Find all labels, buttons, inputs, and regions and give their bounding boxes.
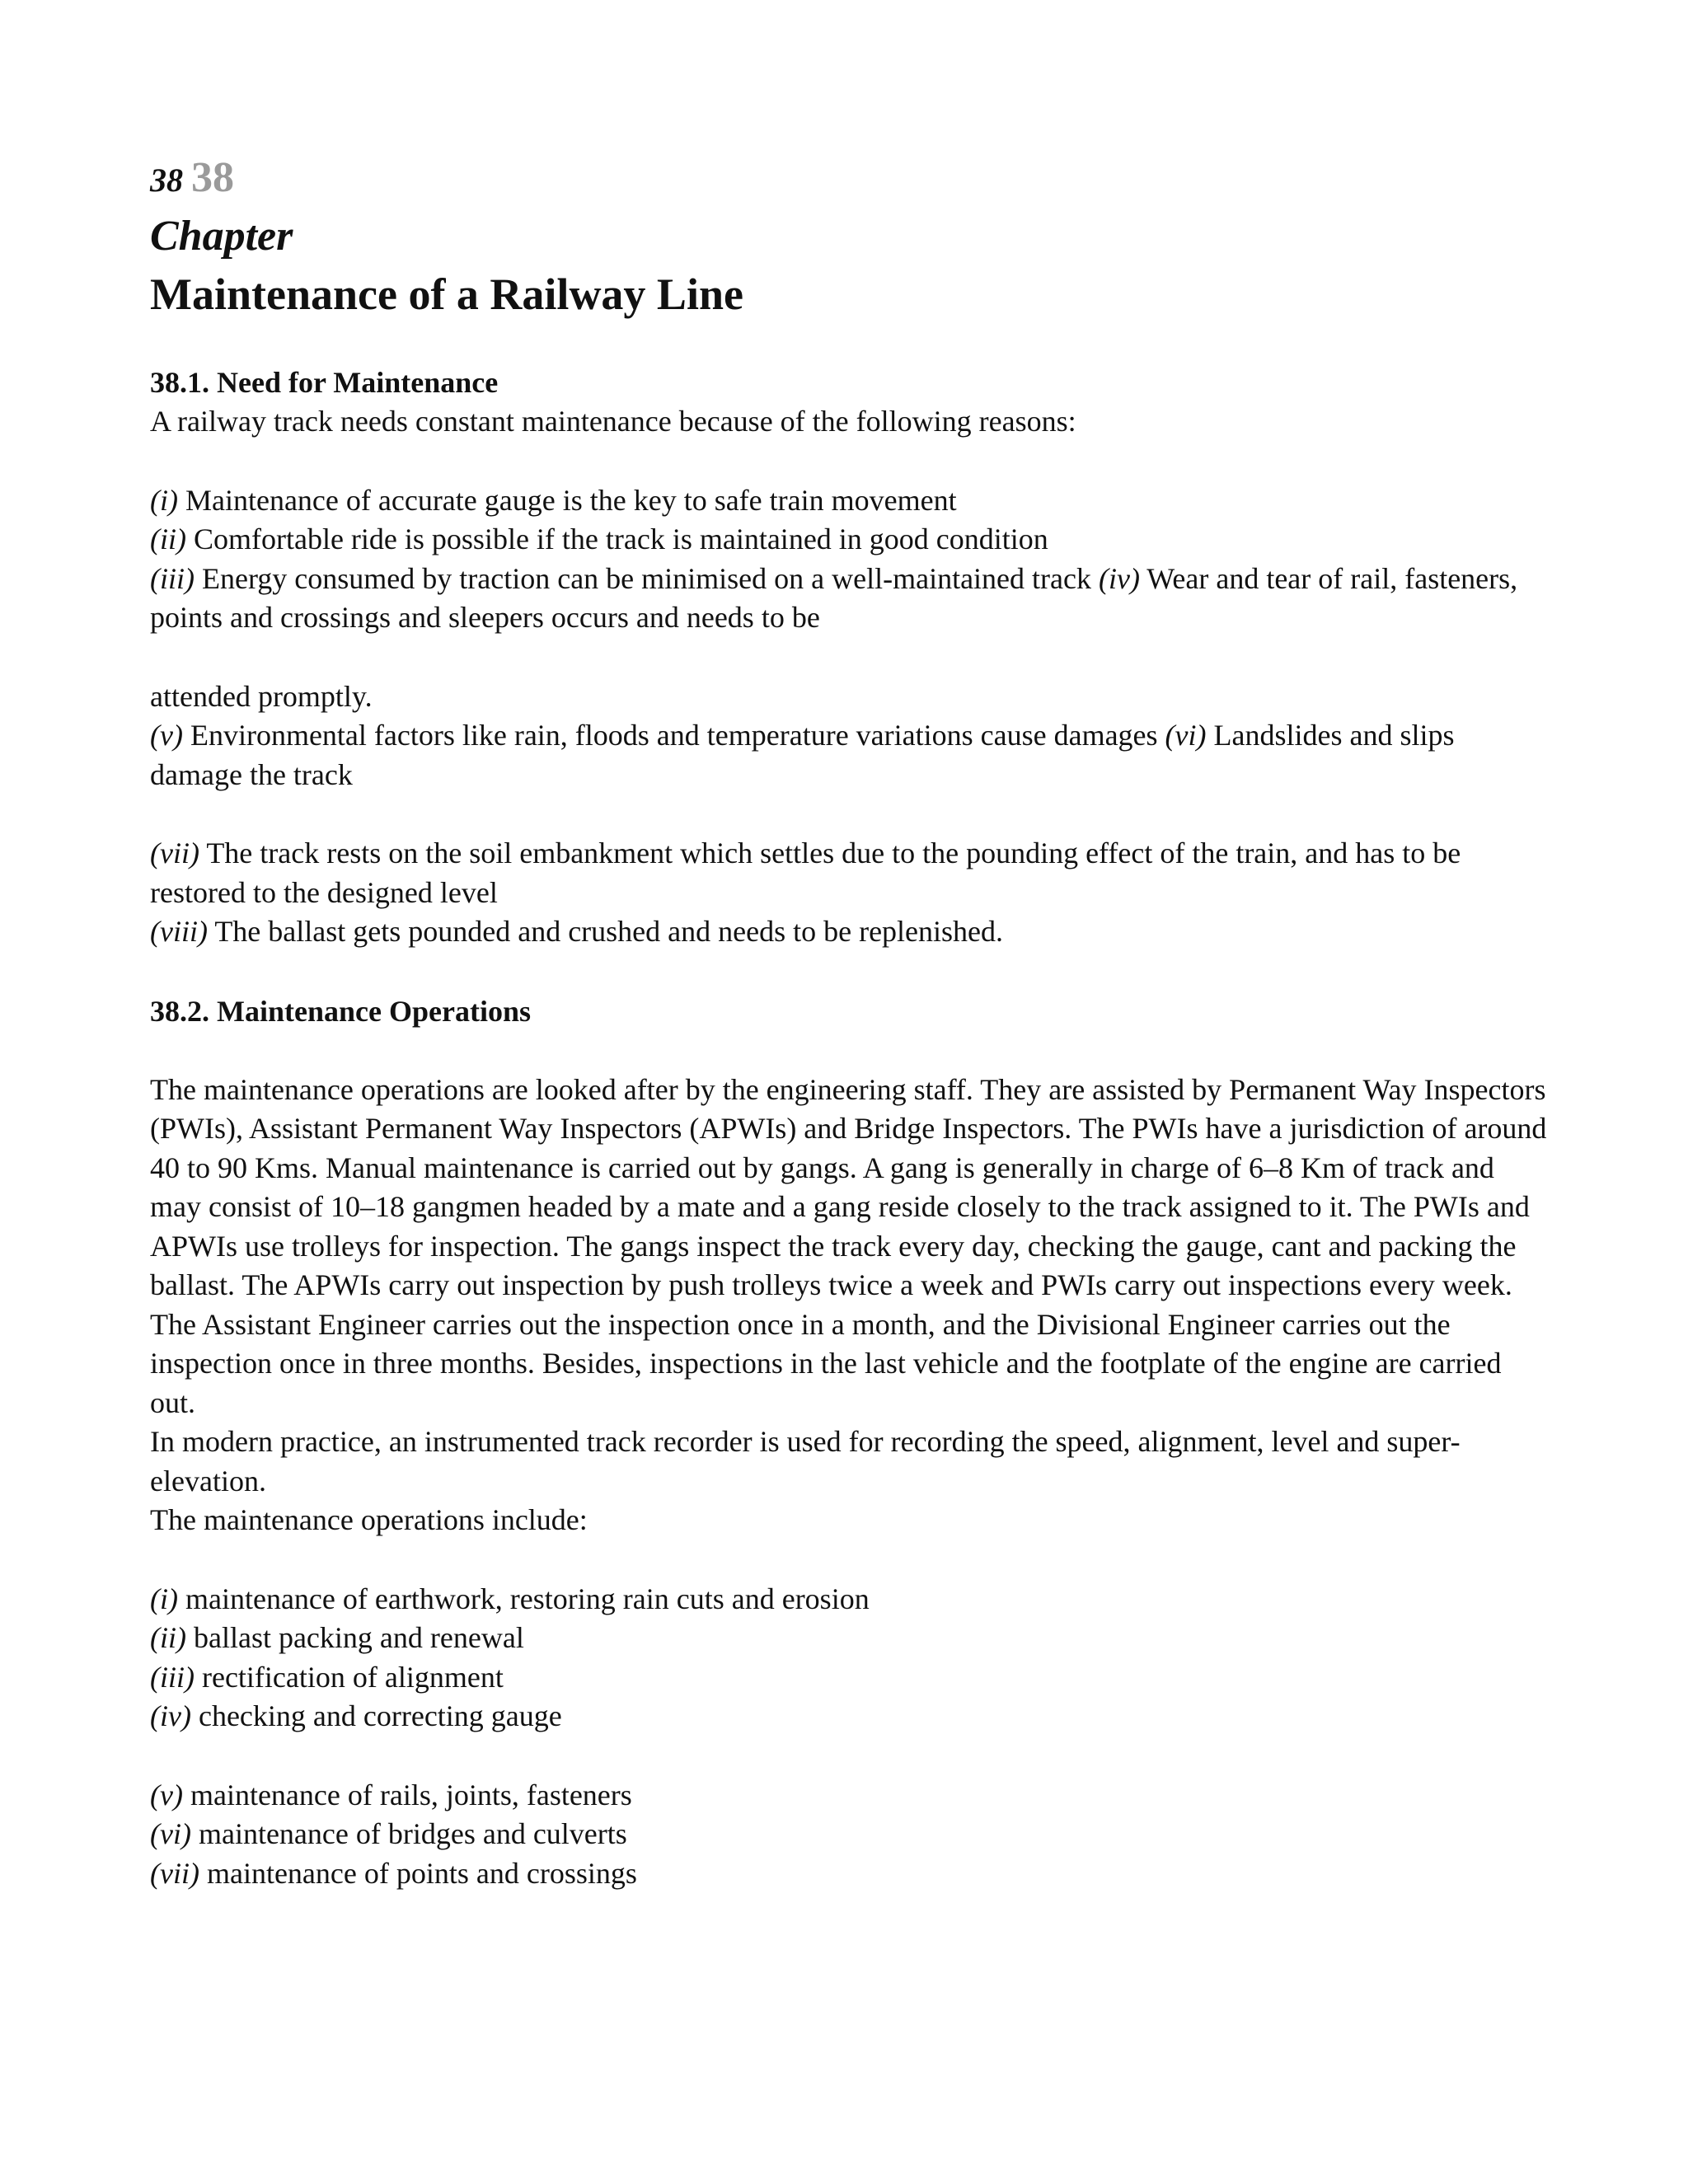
- chapter-title: Maintenance of a Railway Line: [150, 269, 743, 319]
- item-text: Energy consumed by traction can be minimised on a well-maintained track: [194, 561, 1099, 595]
- chapter-number: 38: [150, 162, 183, 199]
- chapter-number-row: [150, 154, 1551, 206]
- item-text: ballast packing and renewal: [185, 1621, 524, 1654]
- item-numeral: (iv): [150, 1699, 191, 1732]
- section-heading-need: 38.1. Need for Maintenance: [150, 366, 499, 399]
- chapter-number-grey: 38: [191, 154, 234, 201]
- item-numeral: (iii): [150, 561, 195, 595]
- list-item: [150, 1776, 1551, 1816]
- item-text: Maintenance of accurate gauge is the key to safe train movement: [177, 483, 957, 517]
- list-item: [150, 1815, 1551, 1854]
- item-numeral: (i): [150, 483, 178, 517]
- list-item: [150, 834, 1551, 912]
- list-item: [150, 1697, 1551, 1736]
- item-numeral: (v): [150, 1778, 183, 1811]
- item-text: Environmental factors like rain, floods and temperature variations cause damages: [182, 719, 1165, 752]
- section-intro: A railway track needs constant maintenance because of the following reasons:: [150, 405, 1076, 438]
- chapter-label: Chapter: [150, 213, 293, 260]
- list-item: [150, 1658, 1551, 1698]
- item-text: maintenance of rails, joints, fasteners: [182, 1778, 632, 1811]
- item-text: maintenance of bridges and culverts: [190, 1817, 627, 1850]
- item-text: Wear and tear of rail, fasteners, points and crossings and sleepers occurs and needs to be: [150, 561, 1518, 634]
- section-heading-operations: 38.2. Maintenance Operations: [150, 994, 531, 1028]
- item-numeral: (iii): [150, 1660, 195, 1694]
- item-text: Comfortable ride is possible if the track is maintained in good condition: [185, 523, 1048, 555]
- list-item: [150, 1619, 1551, 1658]
- list-item: [150, 716, 1551, 794]
- item-text: Landslides and slips damage the track: [150, 719, 1455, 791]
- list-item: [150, 912, 1551, 952]
- item-numeral: (ii): [150, 523, 186, 555]
- item-text: maintenance of points and crossings: [199, 1856, 637, 1890]
- item-numeral: (vii): [150, 837, 199, 869]
- item-numeral: (i): [150, 1582, 178, 1615]
- item-numeral: (viii): [150, 915, 208, 948]
- list-item: [150, 1854, 1551, 1894]
- list-item: [150, 560, 1551, 638]
- item-numeral: (vi): [150, 1817, 191, 1850]
- list-item: [150, 1580, 1551, 1619]
- list-item: [150, 520, 1551, 560]
- item-numeral: (ii): [150, 1621, 186, 1654]
- section-paragraph: The maintenance operations include:: [150, 1503, 588, 1536]
- section-paragraph: The maintenance operations are looked after by the engineering staff. They are assisted by Permanent Way Inspectors (PWIs), Assistant Permanent Way Inspectors (APWIs) and Bridge Inspectors. The PWIs have a jurisdiction of around 40 to 90 Kms. Manual maintenance is carried out by gangs. A gang is generally in charge of 6–8 Km of track and may consist of 10–18 gangmen headed by a mate and a gang reside closely to the track assigned to it. The PWIs and APWIs use trolleys for inspection. The gangs inspect the track every day, checking the gauge, cant and packing the ballast. The APWIs carry out inspection by push trolleys twice a week and PWIs carry out inspections every week. The Assistant Engineer carries out the inspection once in a month, and the Divisional Engineer carries out the inspection once in three months. Besides, inspections in the last vehicle and the footplate of the engine are carried out.: [150, 1072, 1547, 1419]
- list-item-continuation: attended promptly.: [150, 679, 373, 713]
- item-numeral: (v): [150, 719, 183, 752]
- item-numeral: (vii): [150, 1856, 199, 1890]
- list-item: [150, 481, 1551, 521]
- item-text: maintenance of earthwork, restoring rain cuts and erosion: [177, 1582, 870, 1615]
- item-text: The track rests on the soil embankment which settles due to the pounding effect of the train, and has to be restored to the designed level: [150, 837, 1461, 909]
- item-numeral: (vi): [1165, 719, 1207, 752]
- item-numeral: (iv): [1098, 561, 1140, 595]
- document-page: [150, 154, 1551, 1893]
- item-text: rectification of alignment: [194, 1660, 504, 1694]
- item-text: checking and correcting gauge: [190, 1699, 562, 1732]
- item-text: The ballast gets pounded and crushed and needs to be replenished.: [207, 915, 1004, 948]
- section-paragraph: In modern practice, an instrumented track recorder is used for recording the speed, alignment, level and super-elevation.: [150, 1425, 1461, 1497]
